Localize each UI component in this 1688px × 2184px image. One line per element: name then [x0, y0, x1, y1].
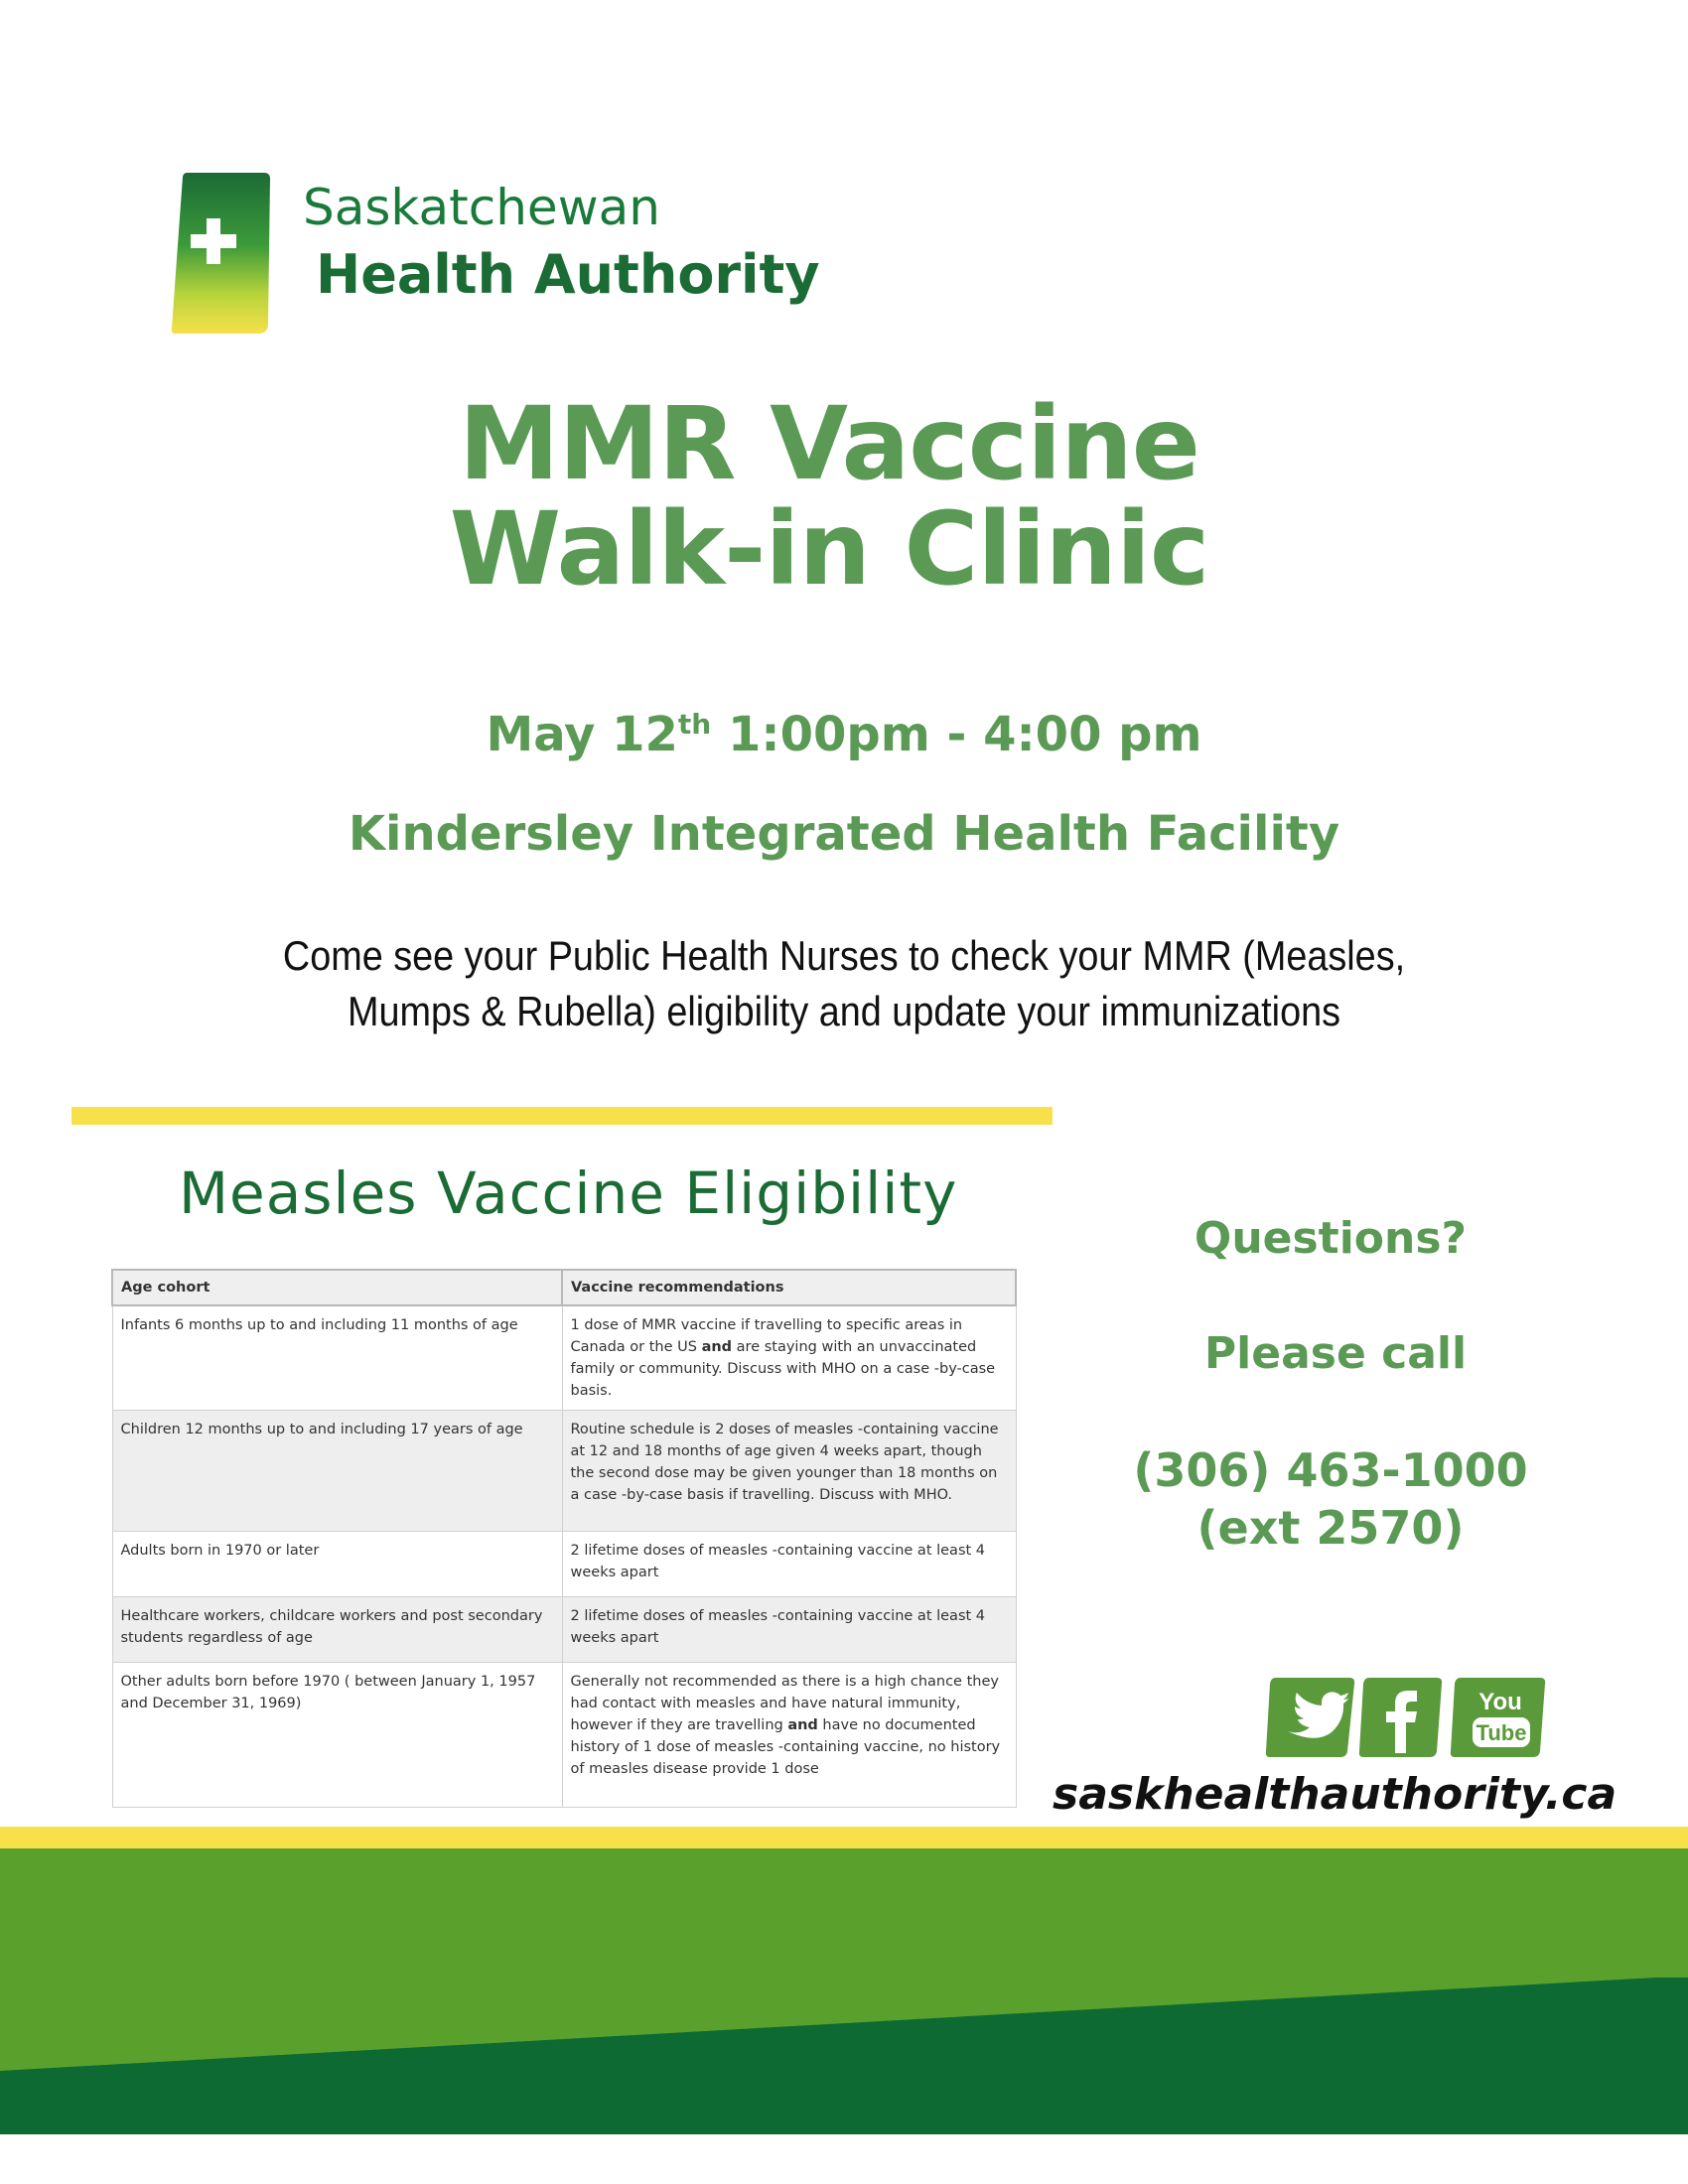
table-row — [112, 1411, 1016, 1532]
intro-text — [218, 928, 1470, 1039]
table-row — [112, 1532, 1016, 1597]
event-location: Kindersley Integrated Health Facility — [348, 806, 1340, 862]
youtube-tube-text: Tube — [1476, 1720, 1527, 1745]
emphasis-and: and — [787, 1717, 818, 1733]
phone-extension: (ext 2570) — [1196, 1501, 1465, 1555]
recommendation-cell — [562, 1597, 1016, 1663]
recommendation-cell — [562, 1411, 1016, 1532]
emphasis-and: and — [701, 1339, 733, 1355]
header-vaccine-recommendations: Vaccine recommendations — [562, 1270, 1016, 1305]
title-line1: MMR Vaccine — [459, 385, 1199, 503]
eligibility-title: Measles Vaccine Eligibility — [179, 1160, 958, 1227]
questions-heading: Questions? — [1194, 1213, 1468, 1264]
twitter-icon[interactable] — [1266, 1678, 1354, 1757]
footer-bands — [0, 1827, 1688, 2134]
footer-dark-green-edge — [1656, 1978, 1688, 2134]
recommendation-text: 2 lifetime doses of measles -containing vaccine at least 4 weeks apart — [570, 1608, 986, 1646]
event-date-time — [0, 707, 1688, 762]
phone-number[interactable]: (306) 463-1000 — [1133, 1443, 1528, 1497]
youtube-you-text: You — [1478, 1689, 1522, 1715]
age-cohort-cell: Other adults born before 1970 ( between January 1, 1957 and December 31, 1969) — [112, 1663, 562, 1808]
sha-logo-mark — [169, 169, 274, 336]
phone-block — [1132, 1441, 1529, 1557]
please-call-text: Please call — [1203, 1328, 1468, 1379]
recommendation-cell — [562, 1532, 1016, 1597]
recommendation-cell — [562, 1305, 1016, 1411]
facebook-icon[interactable] — [1359, 1678, 1442, 1757]
page-title — [248, 385, 1410, 609]
recommendation-text: 1 dose of MMR vaccine if travelling to specific areas in Canada or the US — [570, 1317, 963, 1355]
intro-line1: Come see your Public Health Nurses to check your MMR (Measles, — [282, 932, 1406, 979]
recommendation-text: Generally not recommended as there is a high chance they had contact with measles and have natural immunity, however if they are travelling — [570, 1674, 999, 1733]
recommendation-text: 2 lifetime doses of measles -containing vaccine at least 4 weeks apart — [570, 1543, 986, 1580]
social-icons — [1266, 1676, 1546, 1759]
event-date-suffix: th — [677, 708, 712, 741]
eligibility-table — [111, 1269, 1017, 1808]
event-time: 1:00pm - 4:00 pm — [727, 707, 1202, 762]
website-link[interactable]: saskhealthauthority.ca — [1053, 1769, 1618, 1820]
recommendation-cell — [562, 1663, 1016, 1808]
org-name-line1: Saskatchewan — [303, 179, 660, 236]
intro-line2: Mumps & Rubella) eligibility and update your immunizations — [347, 988, 1341, 1034]
table-row — [112, 1597, 1016, 1663]
age-cohort-cell: Adults born in 1970 or later — [112, 1532, 562, 1597]
header-age-cohort: Age cohort — [112, 1270, 562, 1305]
title-line2: Walk-in Clinic — [449, 490, 1209, 609]
panel-accent-bar — [71, 1107, 1053, 1125]
org-name-line2: Health Authority — [316, 243, 820, 306]
recommendation-text: are staying with an unvaccinated family or community. Discuss with MHO on a case -by-case basis. — [570, 1339, 996, 1399]
youtube-icon[interactable] — [1451, 1678, 1545, 1757]
table-row — [112, 1663, 1016, 1808]
age-cohort-cell: Infants 6 months up to and including 11 months of age — [112, 1305, 562, 1411]
footer-yellow-band — [0, 1827, 1688, 1848]
age-cohort-cell: Children 12 months up to and including 17 years of age — [112, 1411, 562, 1532]
recommendation-text: have no documented history of 1 dose of measles -containing vaccine, no history of measles disease provide 1 dose — [570, 1717, 1001, 1777]
table-row — [112, 1305, 1016, 1411]
recommendation-text: Routine schedule is 2 doses of measles -containing vaccine at 12 and 18 months of age given 4 weeks apart, though the second dose may be given younger than 18 months on a case -by-case basis if travelling. Discuss with MHO. — [570, 1422, 999, 1503]
event-date: May 12 — [486, 707, 678, 762]
age-cohort-cell: Healthcare workers, childcare workers and post secondary students regardless of age — [112, 1597, 562, 1663]
table-header-row — [112, 1270, 1016, 1305]
